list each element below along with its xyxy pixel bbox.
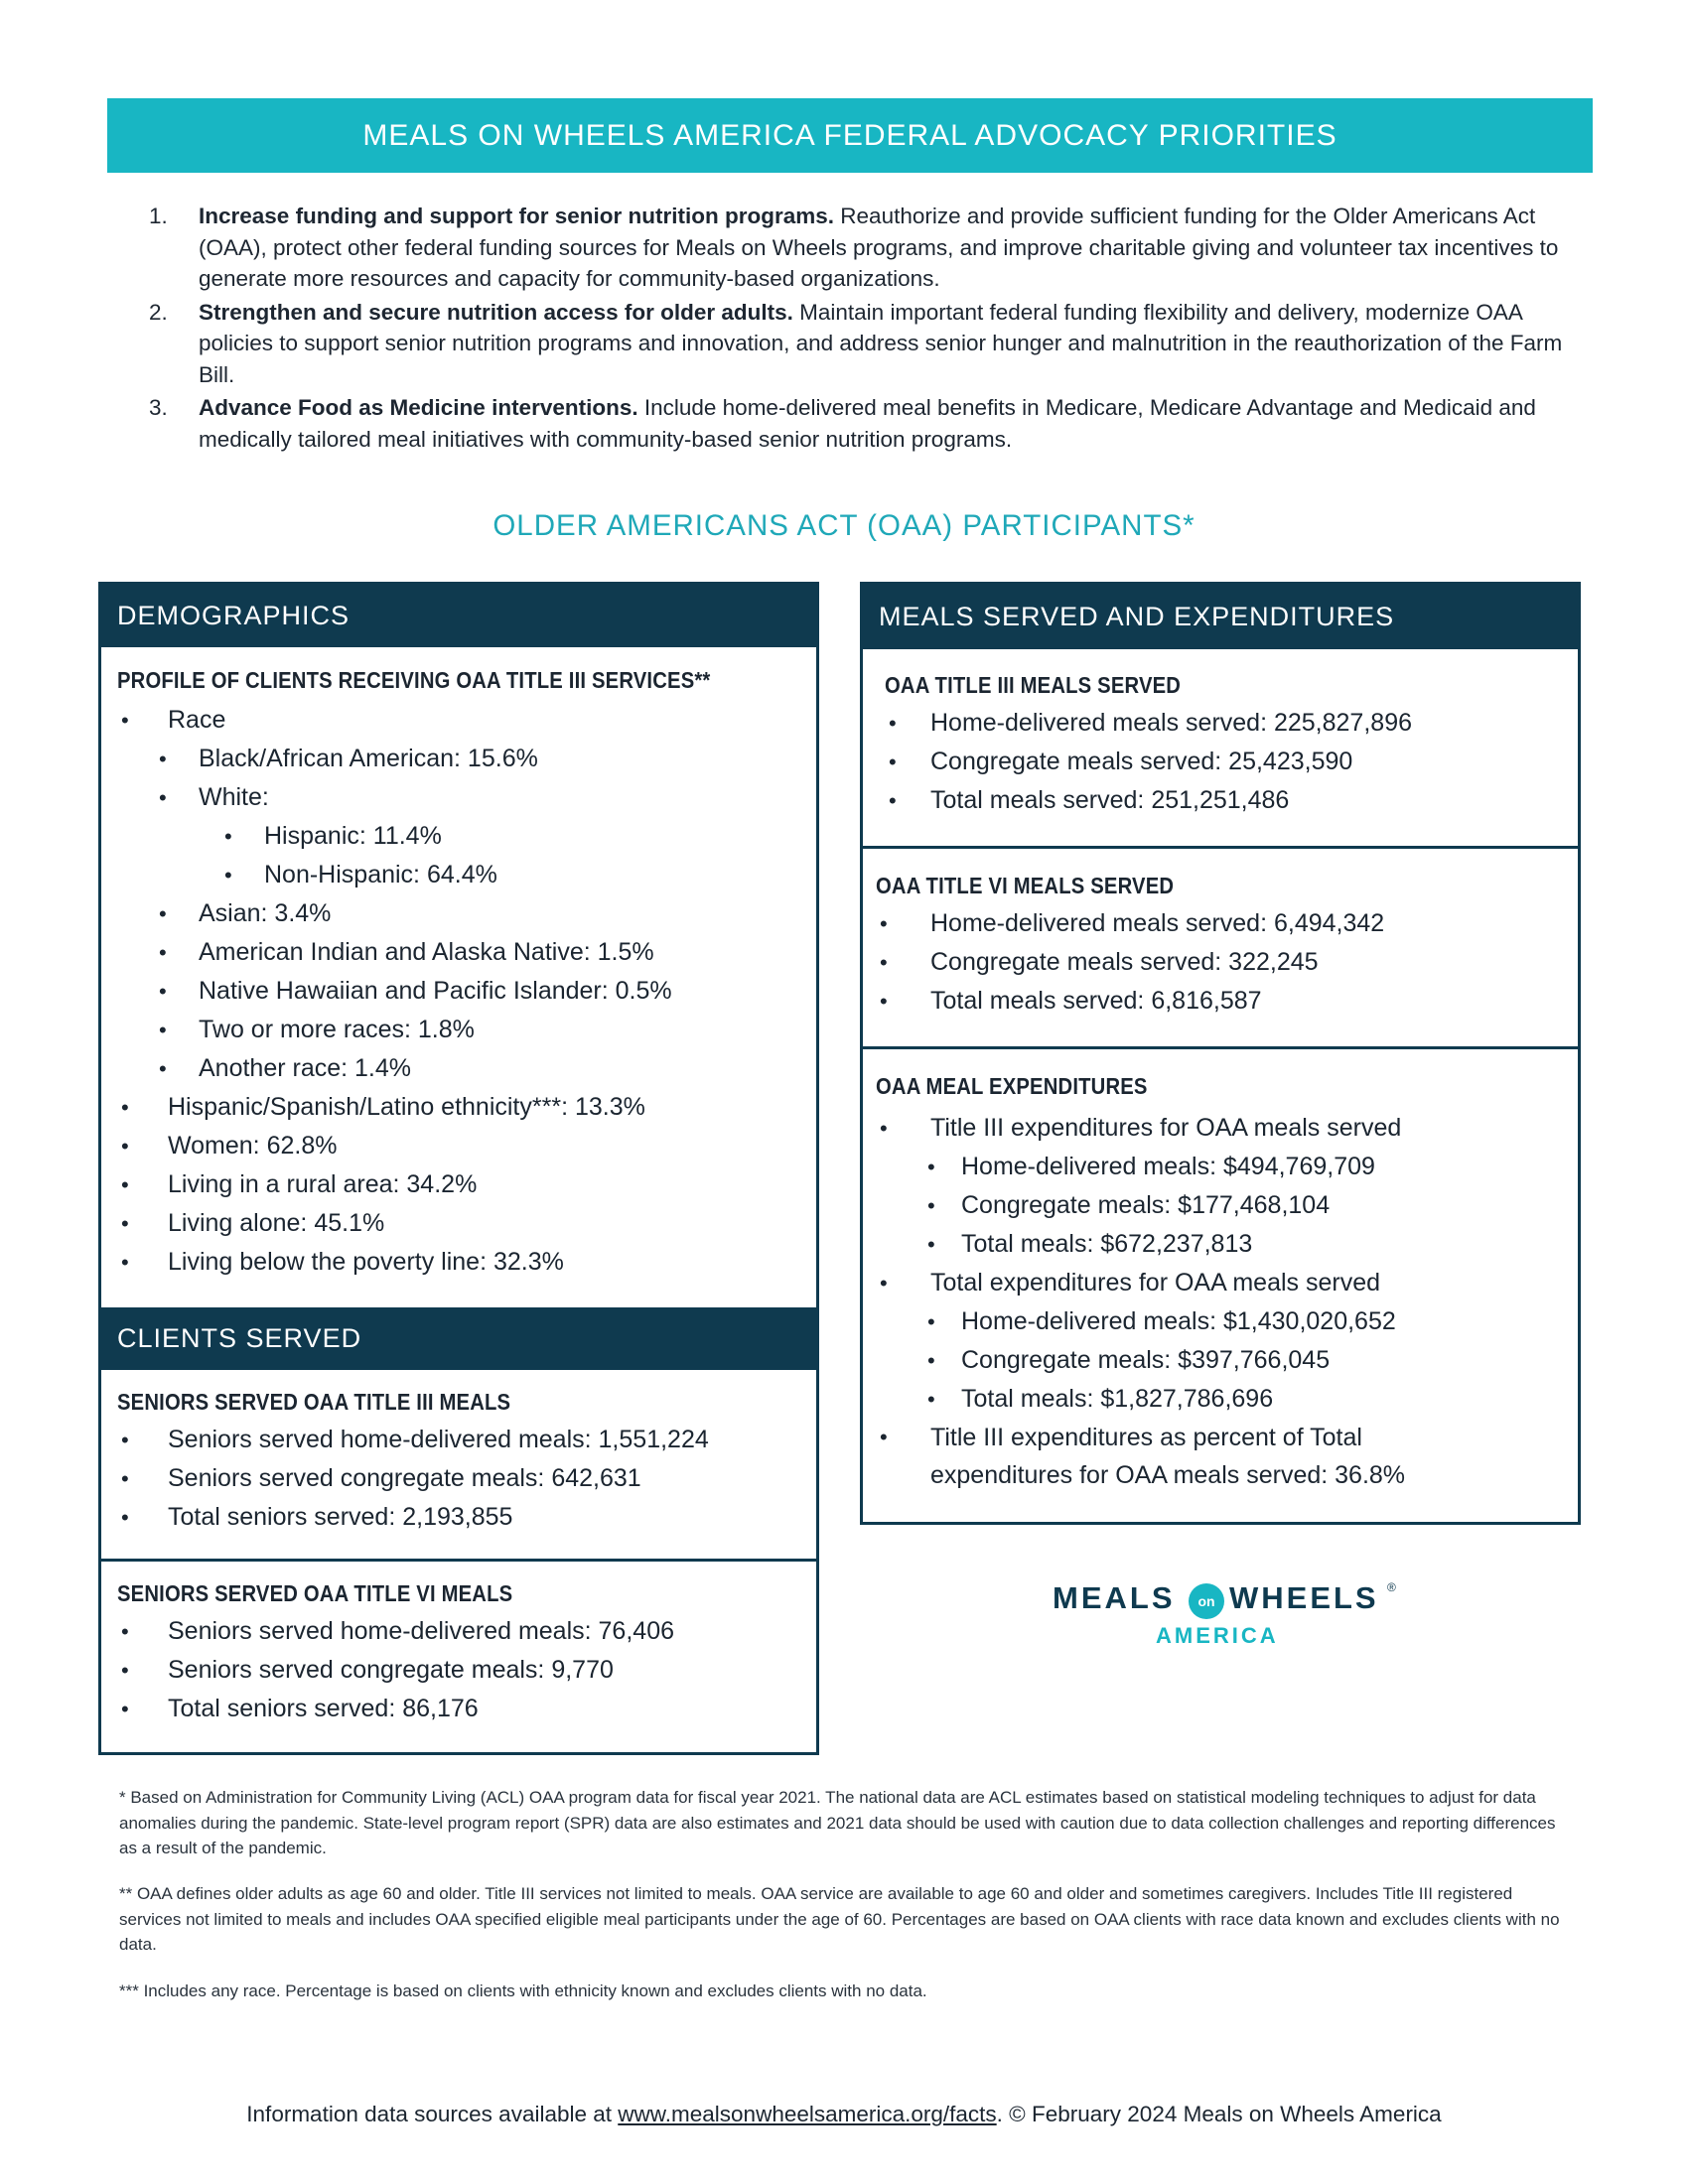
divider [101, 1559, 816, 1562]
title-iii-meals-list [885, 704, 1412, 820]
list-item: • Total expenditures for OAA meals served [876, 1264, 1405, 1302]
list-item: • White: [117, 778, 816, 817]
list-item: • Total meals: $1,827,786,696 [876, 1380, 1405, 1419]
expenditures-title: OAA MEAL EXPENDITURES [876, 1073, 1148, 1099]
list-item: • Seniors served congregate meals: 642,631 [117, 1459, 709, 1498]
list-item: • Total meals served: 6,816,587 [876, 982, 1384, 1021]
title-vi-meals-list [876, 904, 1384, 1021]
title-iii-meals-section [885, 672, 1412, 820]
priority-heading: Increase funding and support for senior nutrition programs. [199, 204, 835, 228]
list-item: • Congregate meals served: 25,423,590 [885, 743, 1412, 781]
list-item: • Congregate meals: $177,468,104 [876, 1186, 1405, 1225]
title-vi-meals-section [876, 873, 1384, 1021]
logo-on-circle: on [1189, 1583, 1224, 1619]
list-item: • Hispanic/Spanish/Latino ethnicity***: 13.3% [117, 1088, 816, 1127]
list-item: • Black/African American: 15.6% [117, 740, 816, 778]
page-banner [107, 98, 1593, 173]
demographics-list [117, 701, 816, 1282]
title-vi-seniors-section [117, 1580, 674, 1728]
logo-registered: ® [1387, 1580, 1396, 1594]
meals-on-wheels-logo [1053, 1574, 1470, 1664]
title-iii-seniors-list [117, 1421, 709, 1537]
priority-item [149, 297, 1589, 391]
logo-meals: MEALS [1053, 1580, 1176, 1615]
list-item: • Women: 62.8% [117, 1127, 816, 1165]
list-item [876, 1419, 1405, 1494]
priority-number: 1. [149, 204, 168, 228]
list-item: • Title III expenditures for OAA meals served [876, 1109, 1405, 1148]
meals-header: MEALS SERVED AND EXPENDITURES [863, 585, 1578, 649]
expenditure-percent-line-2: expenditures for OAA meals served: 36.8% [930, 1461, 1406, 1489]
expenditures-section [876, 1073, 1405, 1494]
priorities-list [149, 201, 1589, 457]
footnote-2: ** OAA defines older adults as age 60 and older. Title III services not limited to meals. OAA service are available to age 60 and older and sometimes caregivers. Includes Title III registered services not limited to meals and includes OAA specified eligible meal participants under the age of 60. Percentages are based on OAA clients with race data known and excludes clients with no data. [119, 1884, 1560, 1954]
list-item: • Total meals: $672,237,813 [876, 1225, 1405, 1264]
priority-heading: Advance Food as Medicine interventions. [199, 395, 638, 420]
list-item: • Total seniors served: 2,193,855 [117, 1498, 709, 1537]
priority-text: Maintain important federal funding flexibility and delivery, modernize OAA policies to support senior nutrition programs and innovation, and address senior hunger and malnutrition in the reauthorization of the Farm Bill. [199, 299, 1563, 387]
title-iii-seniors-title: SENIORS SERVED OAA TITLE III MEALS [117, 1389, 511, 1415]
logo-america: AMERICA [1156, 1623, 1279, 1648]
demographics-header: DEMOGRAPHICS [101, 585, 816, 647]
expenditures-list [876, 1109, 1405, 1494]
list-item: • Non-Hispanic: 64.4% [117, 856, 816, 894]
title-vi-seniors-title: SENIORS SERVED OAA TITLE VI MEALS [117, 1580, 513, 1606]
footer-suffix: . © February 2024 Meals on Wheels America [996, 2102, 1442, 2126]
facts-link[interactable]: www.mealsonwheelsamerica.org/facts [618, 2102, 997, 2126]
list-item: • Living in a rural area: 34.2% [117, 1165, 816, 1204]
list-item: • Hispanic: 11.4% [117, 817, 816, 856]
list-item: • Home-delivered meals: $1,430,020,652 [876, 1302, 1405, 1341]
priority-text: Include home-delivered meal benefits in Medicare, Medicare Advantage and Medicaid and medically tailored meal initiatives with community-based senior nutrition programs. [199, 395, 1536, 452]
list-item: • Seniors served congregate meals: 9,770 [117, 1651, 674, 1690]
footer-prefix: Information data sources available at [246, 2102, 619, 2126]
list-item: • Congregate meals served: 322,245 [876, 943, 1384, 982]
list-item: • Asian: 3.4% [117, 894, 816, 933]
list-item: • Home-delivered meals served: 225,827,896 [885, 704, 1412, 743]
title-vi-meals-title: OAA TITLE VI MEALS SERVED [876, 873, 1175, 898]
list-item: • Living alone: 45.1% [117, 1204, 816, 1243]
section-title: OLDER AMERICANS ACT (OAA) PARTICIPANTS* [492, 509, 1196, 542]
priority-number: 3. [149, 395, 168, 420]
priority-text: Reauthorize and provide sufficient funding for the Older Americans Act (OAA), protect other federal funding sources for Meals on Wheels programs, and improve charitable giving and volunteer tax incentives to generate more resources and capacity for community-based organizations. [199, 204, 1559, 291]
divider [863, 1046, 1578, 1049]
list-item: • Race [117, 701, 816, 740]
page-footer [0, 2102, 1688, 2127]
priority-number: 2. [149, 299, 168, 325]
footnote-1: * Based on Administration for Community Living (ACL) OAA program data for fiscal year 2021. The national data are ACL estimates based on statistical modeling techniques to adjust for data anomalies during the pandemic. State-level program report (SPR) data are also estimates and 2021 data should be used with caution due to data collection challenges and reporting differences as a result of the pandemic. [119, 1788, 1556, 1857]
list-item: • Total meals served: 251,251,486 [885, 781, 1412, 820]
list-item: • Home-delivered meals served: 6,494,342 [876, 904, 1384, 943]
priority-item [149, 201, 1589, 295]
list-item: • Home-delivered meals: $494,769,709 [876, 1148, 1405, 1186]
list-item: • Two or more races: 1.8% [117, 1011, 816, 1049]
footnote-3: *** Includes any race. Percentage is based on clients with ethnicity known and excludes clients with no data. [119, 1981, 927, 2000]
logo-wheels: WHEELS [1229, 1580, 1379, 1615]
priority-heading: Strengthen and secure nutrition access for older adults. [199, 299, 793, 325]
list-item: • Seniors served home-delivered meals: 1,551,224 [117, 1421, 709, 1459]
title-iii-meals-title: OAA TITLE III MEALS SERVED [885, 672, 1182, 698]
divider [863, 846, 1578, 849]
banner-title: MEALS ON WHEELS AMERICA FEDERAL ADVOCACY PRIORITIES [362, 118, 1337, 152]
priority-item [149, 392, 1589, 455]
list-item: • Congregate meals: $397,766,045 [876, 1341, 1405, 1380]
list-item: • Another race: 1.4% [117, 1049, 816, 1088]
expenditure-percent-line-1: Title III expenditures as percent of Total [930, 1424, 1362, 1451]
clients-served-header: CLIENTS SERVED [101, 1307, 816, 1370]
demographics-panel [98, 582, 819, 1755]
list-item: • Total seniors served: 86,176 [117, 1690, 674, 1728]
list-item: • American Indian and Alaska Native: 1.5% [117, 933, 816, 972]
profile-title: PROFILE OF CLIENTS RECEIVING OAA TITLE III SERVICES** [117, 667, 711, 693]
meals-panel [860, 582, 1581, 1525]
title-iii-seniors-section [117, 1389, 709, 1537]
list-item: • Seniors served home-delivered meals: 76,406 [117, 1612, 674, 1651]
list-item: • Living below the poverty line: 32.3% [117, 1243, 816, 1282]
list-item: • Native Hawaiian and Pacific Islander: 0.5% [117, 972, 816, 1011]
title-vi-seniors-list [117, 1612, 674, 1728]
